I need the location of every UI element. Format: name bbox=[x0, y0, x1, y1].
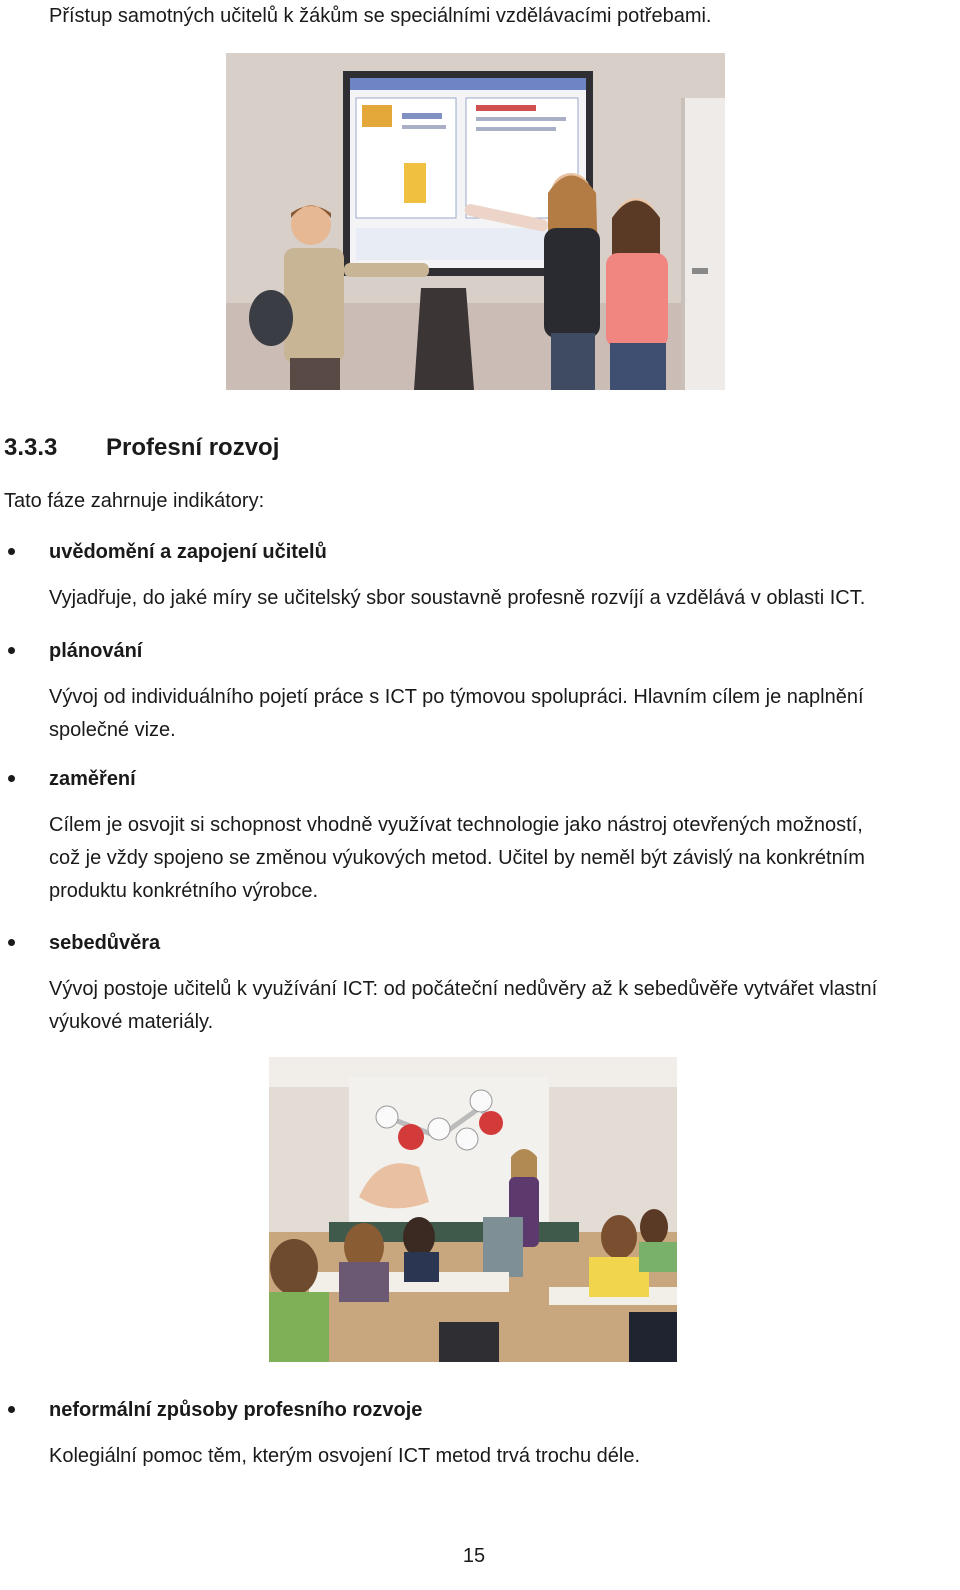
indicator-text-line: Vývoj postoje učitelů k využívání ICT: od počáteční nedůvěry až k sebedůvěře vytvářet vlastní bbox=[49, 978, 878, 1000]
bullet-dot bbox=[6, 937, 18, 949]
photo-whiteboard-children bbox=[226, 53, 725, 390]
indicator-title: plánování bbox=[49, 640, 143, 662]
indicator-text-line: společné vize. bbox=[49, 719, 176, 741]
indicator-title: sebedůvěra bbox=[49, 932, 161, 954]
page-number: 15 bbox=[462, 1545, 486, 1567]
indicator-text-line: produktu konkrétního výrobce. bbox=[49, 880, 319, 902]
section-lead: Tato fáze zahrnuje indikátory: bbox=[4, 490, 265, 512]
indicator-text-line: což je vždy spojeno se změnou výukových metod. Učitel by neměl být závislý na konkrétním bbox=[49, 847, 865, 869]
section-title: Profesní rozvoj bbox=[106, 434, 280, 461]
indicator-title: neformální způsoby profesního rozvoje bbox=[49, 1399, 423, 1421]
bullet-dot bbox=[6, 1404, 18, 1416]
bullet-dot bbox=[6, 645, 18, 657]
indicator-text-line: Vývoj od individuálního pojetí práce s ICT po týmovou spolupráci. Hlavním cílem je naplnění bbox=[49, 686, 864, 708]
bullet-dot bbox=[6, 546, 18, 558]
indicator-title: zaměření bbox=[49, 768, 136, 790]
bullet-dot bbox=[6, 773, 18, 785]
intro-line: Přístup samotných učitelů k žákům se speciálními vzdělávacími potřebami. bbox=[49, 5, 712, 27]
indicator-text-line: Kolegiální pomoc těm, kterým osvojení ICT metod trvá trochu déle. bbox=[49, 1445, 641, 1467]
indicator-text-line: Cílem je osvojit si schopnost vhodně využívat technologie jako nástroj otevřených možností, bbox=[49, 814, 863, 836]
photo-classroom-projection bbox=[269, 1057, 677, 1362]
indicator-text-line: Vyjadřuje, do jaké míry se učitelský sbor soustavně profesně rozvíjí a vzdělává v oblasti ICT. bbox=[49, 587, 866, 609]
indicator-title: uvědomění a zapojení učitelů bbox=[49, 541, 327, 563]
indicator-text-line: výukové materiály. bbox=[49, 1011, 214, 1033]
section-number: 3.3.3 bbox=[4, 434, 58, 461]
